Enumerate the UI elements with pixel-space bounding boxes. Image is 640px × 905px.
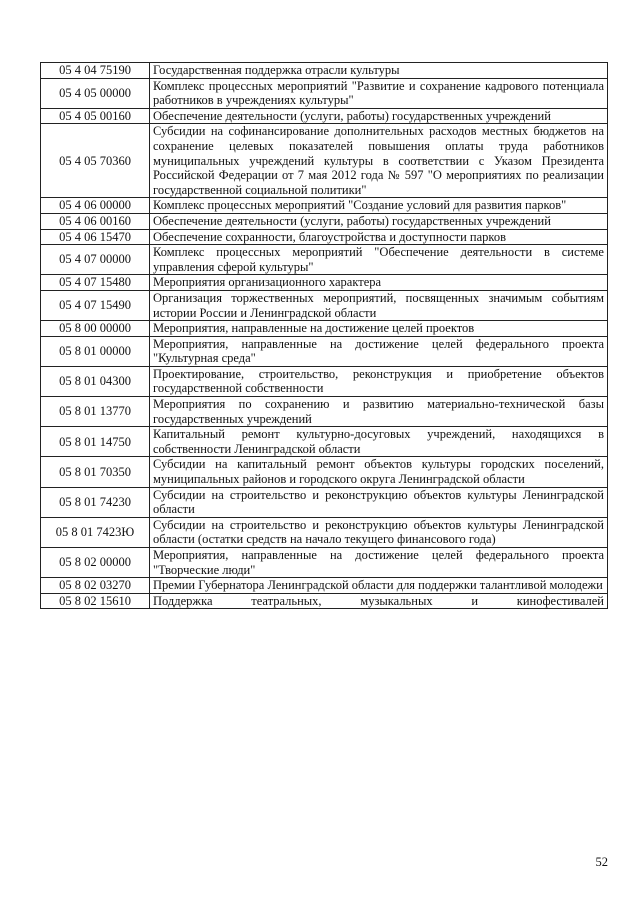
description-text: Поддержка театральных, музыкальных и кинофестивалей bbox=[153, 594, 604, 609]
table-row bbox=[41, 275, 608, 291]
description-cell: Премии Губернатора Ленинградской области для поддержки талантливой молодежи bbox=[150, 578, 608, 594]
code-cell: 05 4 05 00160 bbox=[41, 108, 150, 124]
description-cell: Комплекс процессных мероприятий "Обеспечение деятельности в системе управления сферой культуры" bbox=[150, 245, 608, 275]
description-cell: Субсидии на строительство и реконструкцию объектов культуры Ленинградской области (остатки средств на начало текущего финансового года) bbox=[150, 517, 608, 547]
code-cell: 05 8 01 00000 bbox=[41, 336, 150, 366]
table-row bbox=[41, 213, 608, 229]
code-cell: 05 8 01 14750 bbox=[41, 427, 150, 457]
table-row bbox=[41, 427, 608, 457]
code-cell: 05 8 02 00000 bbox=[41, 548, 150, 578]
table-row bbox=[41, 457, 608, 487]
code-cell: 05 8 01 74230 bbox=[41, 487, 150, 517]
description-cell bbox=[150, 593, 608, 609]
table-row bbox=[41, 593, 608, 609]
description-cell: Организация торжественных мероприятий, посвященных значимым событиям истории России и Ленинградской области bbox=[150, 290, 608, 320]
table-row bbox=[41, 397, 608, 427]
description-cell: Субсидии на софинансирование дополнительных расходов местных бюджетов на сохранение целевых показателей повышения оплаты труда работников муниципальных учреждений культуры в соответствии с Указом Президента Российской Федерации от 7 мая 2012 года № 597 "О мероприятиях по реализации государственной социальной политики" bbox=[150, 124, 608, 198]
code-cell: 05 4 07 00000 bbox=[41, 245, 150, 275]
description-cell: Мероприятия, направленные на достижение целей федерального проекта "Культурная среда" bbox=[150, 336, 608, 366]
page-number: 52 bbox=[595, 855, 608, 869]
table-row bbox=[41, 290, 608, 320]
code-cell: 05 4 05 00000 bbox=[41, 78, 150, 108]
description-cell: Субсидии на капитальный ремонт объектов культуры городских поселений, муниципальных районов и городского округа Ленинградской области bbox=[150, 457, 608, 487]
table-row bbox=[41, 245, 608, 275]
code-cell: 05 8 00 00000 bbox=[41, 321, 150, 337]
description-cell: Мероприятия, направленные на достижение целей федерального проекта "Творческие люди" bbox=[150, 548, 608, 578]
code-cell: 05 8 01 70350 bbox=[41, 457, 150, 487]
table-row bbox=[41, 321, 608, 337]
code-cell: 05 4 07 15490 bbox=[41, 290, 150, 320]
table-row bbox=[41, 124, 608, 198]
description-cell: Мероприятия по сохранению и развитию материально-технической базы государственных учреждений bbox=[150, 397, 608, 427]
table-row bbox=[41, 108, 608, 124]
code-cell: 05 4 07 15480 bbox=[41, 275, 150, 291]
code-cell: 05 4 05 70360 bbox=[41, 124, 150, 198]
code-cell: 05 8 01 13770 bbox=[41, 397, 150, 427]
description-cell: Капитальный ремонт культурно-досуговых учреждений, находящихся в собственности Ленинградской области bbox=[150, 427, 608, 457]
description-cell: Государственная поддержка отрасли культуры bbox=[150, 63, 608, 79]
description-cell: Субсидии на строительство и реконструкцию объектов культуры Ленинградской области bbox=[150, 487, 608, 517]
table-row bbox=[41, 229, 608, 245]
table-row bbox=[41, 63, 608, 79]
description-cell: Мероприятия, направленные на достижение целей проектов bbox=[150, 321, 608, 337]
description-cell: Обеспечение сохранности, благоустройства и доступности парков bbox=[150, 229, 608, 245]
table-row bbox=[41, 336, 608, 366]
code-cell: 05 8 02 15610 bbox=[41, 593, 150, 609]
code-cell: 05 8 01 04300 bbox=[41, 366, 150, 396]
table-row bbox=[41, 366, 608, 396]
code-cell: 05 4 04 75190 bbox=[41, 63, 150, 79]
table-row bbox=[41, 548, 608, 578]
description-cell: Комплекс процессных мероприятий "Создание условий для развития парков" bbox=[150, 198, 608, 214]
table-row bbox=[41, 198, 608, 214]
description-cell: Мероприятия организационного характера bbox=[150, 275, 608, 291]
table-row bbox=[41, 78, 608, 108]
table-row bbox=[41, 578, 608, 594]
table-row bbox=[41, 517, 608, 547]
description-cell: Обеспечение деятельности (услуги, работы) государственных учреждений bbox=[150, 213, 608, 229]
code-cell: 05 8 02 03270 bbox=[41, 578, 150, 594]
code-cell: 05 4 06 00160 bbox=[41, 213, 150, 229]
budget-classification-table bbox=[40, 62, 608, 609]
description-cell: Комплекс процессных мероприятий "Развитие и сохранение кадрового потенциала работников в учреждениях культуры" bbox=[150, 78, 608, 108]
table-row bbox=[41, 487, 608, 517]
description-cell: Обеспечение деятельности (услуги, работы) государственных учреждений bbox=[150, 108, 608, 124]
code-cell: 05 4 06 00000 bbox=[41, 198, 150, 214]
description-cell: Проектирование, строительство, реконструкция и приобретение объектов государственной собственности bbox=[150, 366, 608, 396]
code-cell: 05 8 01 7423Ю bbox=[41, 517, 150, 547]
code-cell: 05 4 06 15470 bbox=[41, 229, 150, 245]
